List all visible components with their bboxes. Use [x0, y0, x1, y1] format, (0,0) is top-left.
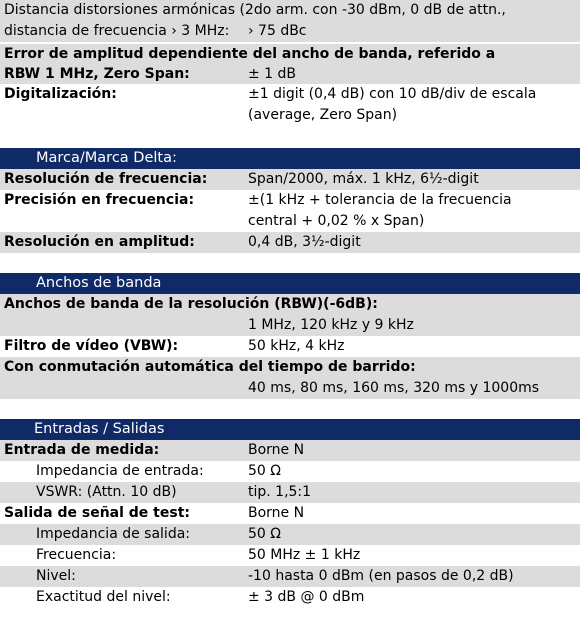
input-value: Borne N: [248, 442, 305, 458]
freq-accuracy-row: [0, 190, 580, 232]
sweep-value: 40 ms, 80 ms, 160 ms, 320 ms y 1000ms: [248, 380, 540, 396]
amp-resolution-row: [0, 232, 580, 253]
distortion-line1: Distancia distorsiones armónicas (2do arm. con -30 dBm, 0 dB de attn.,: [4, 2, 506, 18]
distortion-label: distancia de frecuencia › 3 MHz:: [4, 23, 230, 39]
level-accuracy-label: Exactitud del nivel:: [36, 589, 171, 605]
freq-resolution-value: Span/2000, máx. 1 kHz, 6½-digit: [248, 171, 479, 187]
section-header-io: Entradas / Salidas: [0, 419, 580, 440]
digitization-value2: (average, Zero Span): [248, 107, 398, 123]
vswr-value: tip. 1,5:1: [248, 484, 312, 500]
test-output-label: Salida de señal de test:: [4, 505, 190, 521]
freq-resolution-row: [0, 169, 580, 190]
level-row: [0, 566, 580, 587]
spacer: [0, 253, 580, 273]
amplitude-error-label: RBW 1 MHz, Zero Span:: [4, 66, 190, 82]
digitization-value1: ±1 digit (0,4 dB) con 10 dB/div de escala: [248, 86, 537, 102]
amp-resolution-value: 0,4 dB, 3½-digit: [248, 234, 361, 250]
rbw-label: Anchos de banda de la resolución (RBW)(-6dB):: [4, 296, 378, 312]
section-header-marker: Marca/Marca Delta:: [0, 148, 580, 169]
output-impedance-value: 50 Ω: [248, 526, 281, 542]
vswr-row: [0, 482, 580, 503]
level-accuracy-row: [0, 587, 580, 608]
level-accuracy-value: ± 3 dB @ 0 dBm: [248, 589, 365, 605]
amplitude-error-row: [0, 42, 580, 84]
amp-resolution-label: Resolución en amplitud:: [4, 234, 195, 250]
freq-accuracy-value2: central + 0,02 % x Span): [248, 213, 425, 229]
rbw-row: [0, 294, 580, 336]
input-impedance-value: 50 Ω: [248, 463, 281, 479]
freq-resolution-label: Resolución de frecuencia:: [4, 171, 208, 187]
distortion-row: [0, 0, 580, 42]
input-impedance-label: Impedancia de entrada:: [36, 463, 204, 479]
output-impedance-row: [0, 524, 580, 545]
freq-accuracy-value1: ±(1 kHz + tolerancia de la frecuencia: [248, 192, 512, 208]
section-header-bandwidth: Anchos de banda: [0, 273, 580, 294]
level-label: Nivel:: [36, 568, 76, 584]
spacer: [0, 126, 580, 148]
input-row: [0, 440, 580, 461]
rbw-value: 1 MHz, 120 kHz y 9 kHz: [248, 317, 414, 333]
sweep-label: Con conmutación automática del tiempo de barrido:: [4, 359, 416, 375]
amplitude-error-value: ± 1 dB: [248, 66, 297, 82]
output-impedance-label: Impedancia de salida:: [36, 526, 191, 542]
test-output-value: Borne N: [248, 505, 305, 521]
frequency-label: Frecuencia:: [36, 547, 117, 563]
freq-accuracy-label: Precisión en frecuencia:: [4, 192, 195, 208]
digitization-row: [0, 84, 580, 126]
distortion-value: › 75 dBc: [248, 23, 307, 39]
vbw-label: Filtro de vídeo (VBW):: [4, 338, 179, 354]
input-impedance-row: [0, 461, 580, 482]
input-label: Entrada de medida:: [4, 442, 160, 458]
vbw-value: 50 kHz, 4 kHz: [248, 338, 345, 354]
sweep-row: [0, 357, 580, 399]
level-value: -10 hasta 0 dBm (en pasos de 0,2 dB): [248, 568, 514, 584]
digitization-label: Digitalización:: [4, 86, 117, 102]
frequency-row: [0, 545, 580, 566]
test-output-row: [0, 503, 580, 524]
amplitude-error-line1: Error de amplitud dependiente del ancho de banda, referido a: [4, 46, 496, 62]
vswr-label: VSWR: (Attn. 10 dB): [36, 484, 177, 500]
frequency-value: 50 MHz ± 1 kHz: [248, 547, 361, 563]
spacer: [0, 399, 580, 419]
vbw-row: [0, 336, 580, 357]
